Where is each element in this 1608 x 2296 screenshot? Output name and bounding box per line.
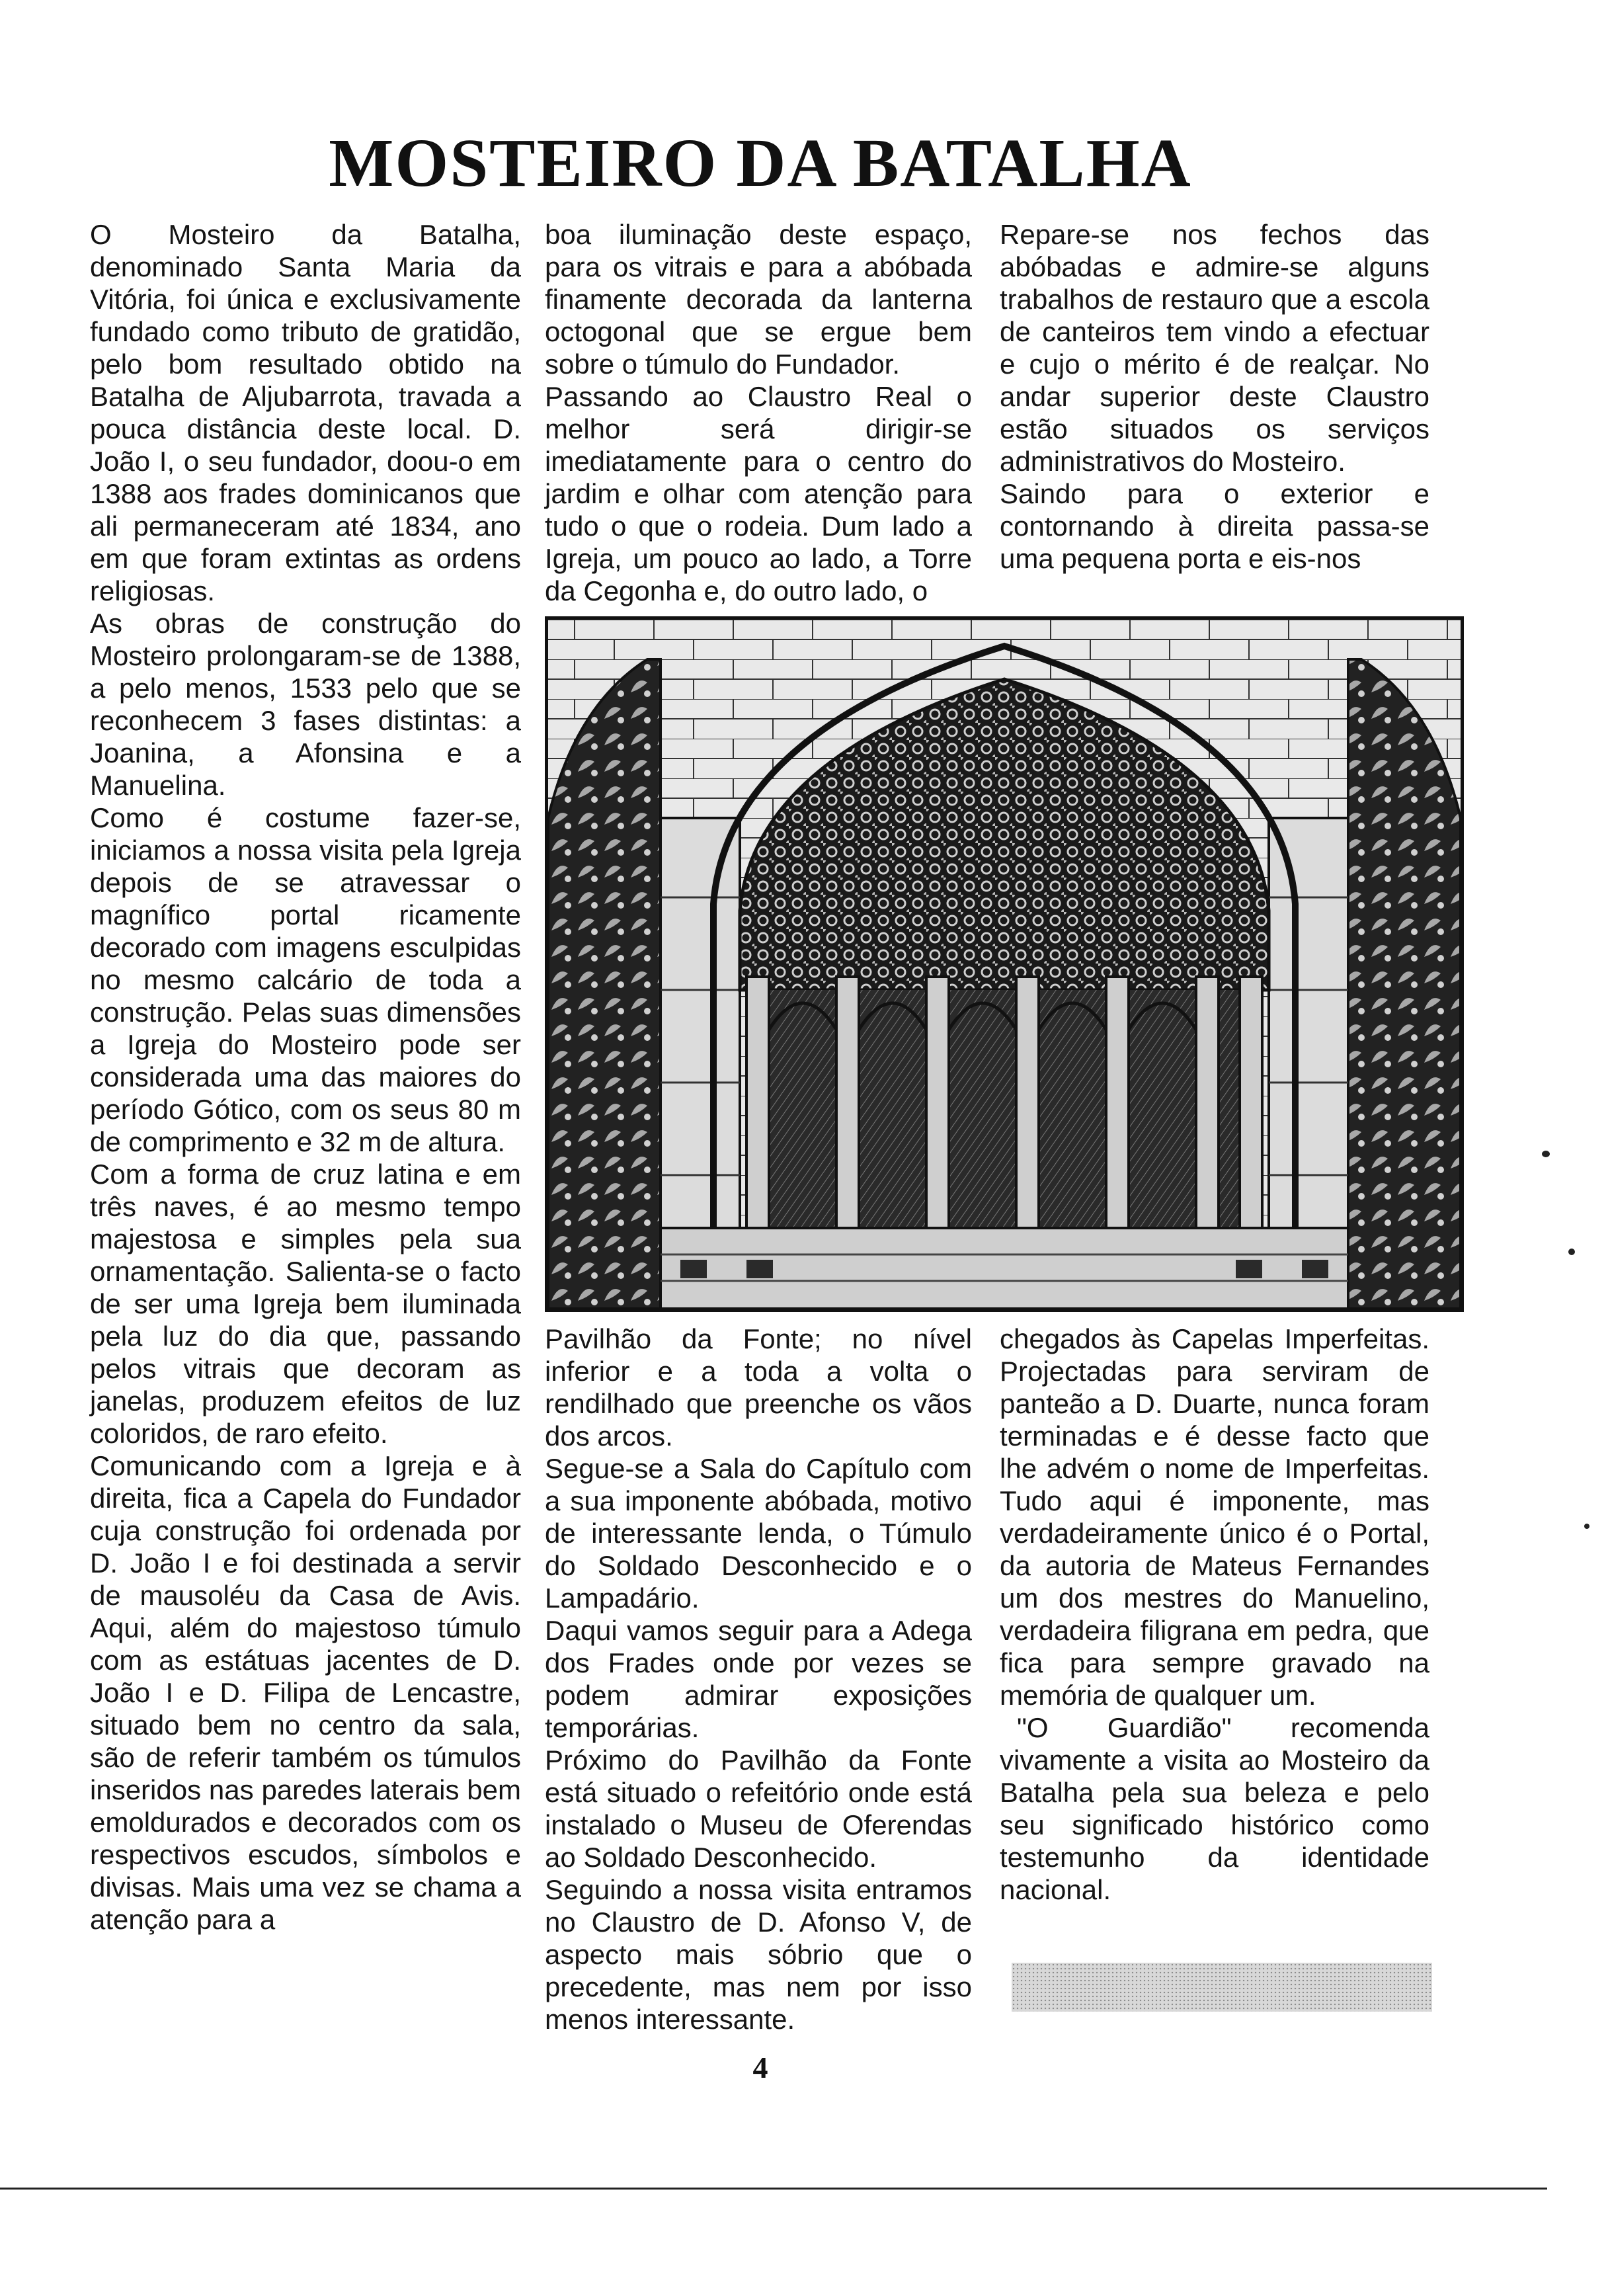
scan-speck <box>1568 1249 1575 1255</box>
column-2-top <box>545 218 972 607</box>
column-1 <box>90 218 521 1936</box>
paragraph: Com a forma de cruz latina e em três naves, é ao mesmo tempo majestosa e simples pela sua ornamentação. Salienta-se o facto de ser uma Igreja bem iluminada pela luz do dia que, passando pelos vitrais que decoram as janelas, produzem efeitos de luz coloridos, de raro efeito. <box>90 1159 521 1449</box>
gothic-arch-drawing <box>548 620 1461 1309</box>
paragraph: O Mosteiro da Batalha, denominado Santa Maria da Vitória, foi única e exclusivamente fundado como tributo de gratidão, pelo bom resultado obtido na Batalha de Aljubarrota, travada a pouca distância deste local. D. João I, o seu fundador, doou-o em 1388 aos frades dominicanos que ali permaneceram até 1834, ano em que foram extintas as ordens religiosas. <box>90 219 521 606</box>
paragraph: Daqui vamos seguir para a Adega dos Frades onde por vezes se podem admirar exposições temporárias. <box>545 1615 972 1743</box>
paragraph: Repare-se nos fechos das abóbadas e admire-se alguns trabalhos de restauro que a escola de canteiros tem vindo a efectuar e cujo o mérito é de realçar. No andar superior deste Claustro estão situados os serviços administrativos do Mosteiro. <box>1000 219 1429 477</box>
paragraph: Comunicando com a Igreja e à direita, fica a Capela do Fundador cuja construção foi ordenada por D. João I e foi destinada a servir de mausoléu da Casa de Avis. Aqui, além do majestoso túmulo com as estátuas jacentes de D. João I e D. Filipa de Lencastre, situado bem no centro da sala, são de referir também os túmulos inseridos nas paredes laterais bem emoldurados e decorados com os respectivos escudos, símbolos e divisas. Mais uma vez se chama a atenção para a <box>90 1450 521 1935</box>
paragraph: boa iluminação deste espaço, para os vitrais e para a abóbada finamente decorada da lanterna octogonal que se ergue bem sobre o túmulo do Fundador. <box>545 219 972 380</box>
paragraph: As obras de construção do Mosteiro prolongaram-se de 1388, a pelo menos, 1533 pelo que se reconhecem 3 fases distintas: a Joanina, a Afonsina e a Manuelina. <box>90 608 521 801</box>
column-2-bottom <box>545 1323 972 2035</box>
column-3-top <box>1000 218 1429 575</box>
paragraph: Como é costume fazer-se, iniciamos a nossa visita pela Igreja depois de se atravessar o magnífico portal ricamente decorado com imagens esculpidas no mesmo calcário de toda a construção. Pelas suas dimensões a Igreja do Mosteiro pode ser considerada uma das maiores do período Gótico, com os seus 80 m de comprimento e 32 m de altura. <box>90 802 521 1157</box>
page-number: 4 <box>752 2051 768 2084</box>
scan-speck <box>1584 1524 1589 1529</box>
paragraph: Próximo do Pavilhão da Fonte está situado o refeitório onde está instalado o Museu de Oferendas ao Soldado Desconhecido. <box>545 1744 972 1873</box>
column-3-bottom <box>1000 1323 1429 1906</box>
paragraph: Seguindo a nossa visita entramos no Claustro de D. Afonso V, de aspecto mais sóbrio que o precedente, mas nem por isso menos interessante. <box>545 1874 972 2035</box>
shaded-end-box <box>1012 1963 1432 2012</box>
scan-speck <box>1542 1151 1550 1157</box>
paragraph: Passando ao Claustro Real o melhor será dirigir-se imediatamente para o centro do jardim e olhar com atenção para tudo o que o rodeia. Dum lado a Igreja, um pouco ao lado, a Torre da Cegonha e, do outro lado, o <box>545 381 972 606</box>
page-title: MOSTEIRO DA BATALHA <box>329 125 1192 201</box>
paragraph: "O Guardião" recomenda vivamente a visita ao Mosteiro da Batalha pela sua beleza e pelo seu significado histórico como testemunho da identidade nacional. <box>1000 1712 1429 1905</box>
cloister-arch-illustration <box>545 616 1464 1312</box>
paragraph: Pavilhão da Fonte; no nível inferior e a toda a volta o rendilhado que preenche os vãos dos arcos. <box>545 1323 972 1452</box>
page-bottom-rule <box>0 2188 1547 2190</box>
paragraph: Saindo para o exterior e contornando à direita passa-se uma pequena porta e eis-nos <box>1000 478 1429 574</box>
paragraph: Segue-se a Sala do Capítulo com a sua imponente abóbada, motivo de interessante lenda, o Túmulo do Soldado Desconhecido e o Lampadário. <box>545 1453 972 1614</box>
paragraph: chegados às Capelas Imperfeitas. Projectadas para serviram de panteão a D. Duarte, nunca foram terminadas e é desse facto que lhe advém o nome de Imperfeitas. Tudo aqui é imponente, mas verdadeiramente único é o Portal, da autoria de Mateus Fernandes um dos mestres do Manuelino, verdadeira filigrana em pedra, que fica para sempre gravado na memória de qualquer um. <box>1000 1323 1429 1711</box>
